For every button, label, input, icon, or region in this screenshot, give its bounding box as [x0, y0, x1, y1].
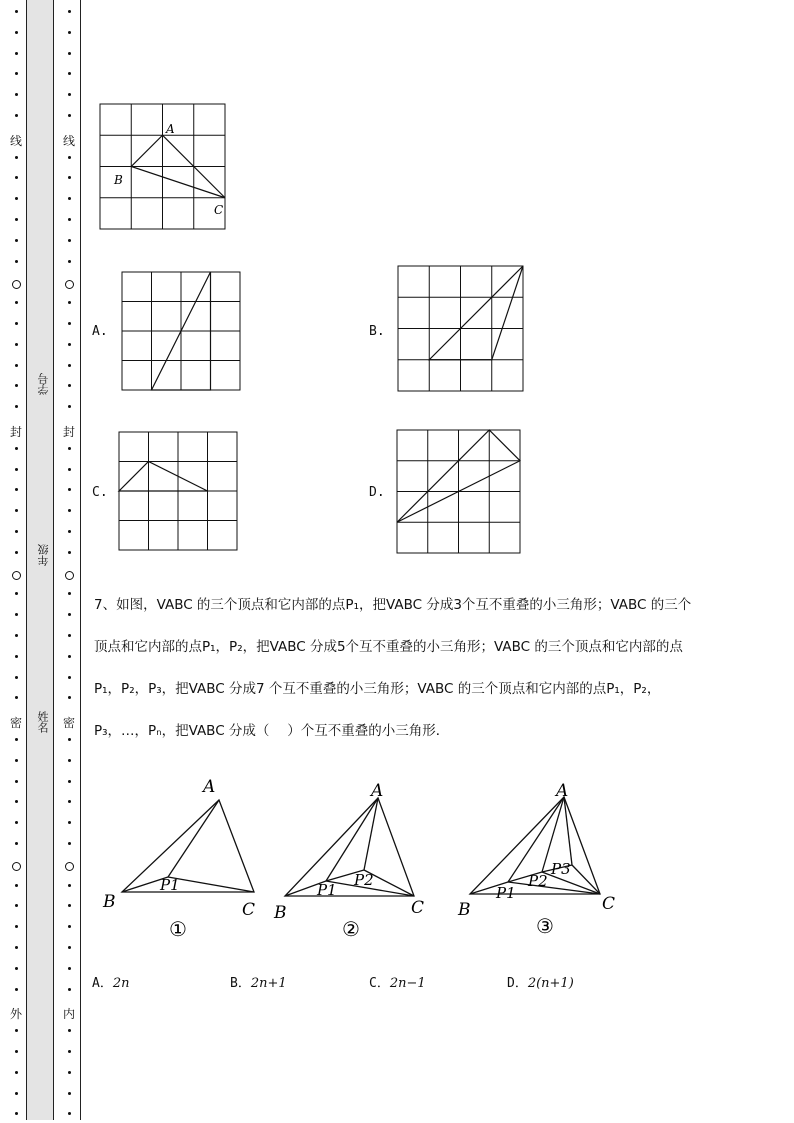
binding-dot	[68, 655, 71, 658]
q6-option-a-label: A.	[92, 324, 108, 339]
binding-dot	[15, 156, 18, 159]
binding-dot	[15, 114, 18, 117]
binding-dot	[15, 592, 18, 595]
binding-dot	[68, 1112, 71, 1115]
binding-rule	[80, 0, 81, 1120]
binding-dot	[15, 967, 18, 970]
q7-answer-a-expr: 2n	[112, 976, 130, 991]
q7-answer-c	[369, 972, 426, 991]
q7-answer-a-label: A．	[92, 976, 113, 991]
binding-dot	[15, 655, 18, 658]
outer-label-outside: 外	[9, 1007, 22, 1021]
fig1-number: ①	[169, 917, 187, 941]
field-name: 姓名	[36, 711, 49, 733]
q7-answer-b-expr: 2n+1	[250, 976, 287, 991]
binding-dot	[15, 364, 18, 367]
binding-dot	[15, 52, 18, 55]
fig2-number: ②	[342, 917, 360, 941]
binding-dot	[68, 634, 71, 637]
binding-ring	[12, 862, 21, 871]
binding-dot	[15, 946, 18, 949]
binding-dot	[15, 31, 18, 34]
binding-dot	[15, 176, 18, 179]
binding-dot	[68, 1092, 71, 1095]
binding-dot	[15, 738, 18, 741]
q7-answer-c-expr: 2n−1	[389, 976, 426, 991]
binding-dot	[15, 696, 18, 699]
binding-dot	[68, 842, 71, 845]
fig2-label-a: A	[371, 781, 384, 801]
binding-dot	[68, 156, 71, 159]
reference-grid-figure	[96, 100, 230, 234]
binding-dot	[68, 31, 71, 34]
binding-dot	[15, 676, 18, 679]
binding-dot	[15, 1071, 18, 1074]
binding-dot	[68, 780, 71, 783]
binding-dot	[68, 405, 71, 408]
binding-dot	[15, 301, 18, 304]
fig1-label-a: A	[203, 777, 216, 797]
inner-label-inside: 内	[62, 1007, 75, 1021]
q6-option-a-figure	[120, 270, 244, 394]
binding-dot	[15, 260, 18, 263]
binding-dot	[68, 738, 71, 741]
binding-dot	[68, 592, 71, 595]
q7-line-4: P₃，…，Pₙ，把VABC 分成（ ）个互不重叠的小三角形．	[94, 723, 450, 739]
q7-answer-d	[507, 972, 574, 991]
binding-dot	[15, 1029, 18, 1032]
binding-dot	[15, 1092, 18, 1095]
binding-dot	[68, 800, 71, 803]
fig2-label-p2: P2	[354, 871, 374, 889]
binding-dot	[15, 800, 18, 803]
binding-dot	[15, 551, 18, 554]
fig2-label-p1: P1	[317, 881, 337, 899]
q6-option-d-label: D.	[369, 485, 385, 500]
outer-label-secret: 密	[9, 716, 22, 730]
inner-label-secret: 密	[62, 716, 75, 730]
binding-dot	[68, 676, 71, 679]
field-grade: 年级	[37, 544, 50, 566]
fig1-label-c: C	[242, 900, 256, 920]
binding-ring	[65, 571, 74, 580]
binding-dot	[15, 468, 18, 471]
q7-figure-2	[270, 770, 440, 945]
binding-dot	[15, 343, 18, 346]
binding-dot	[68, 759, 71, 762]
binding-dot	[68, 197, 71, 200]
binding-dot	[68, 904, 71, 907]
binding-dot	[15, 842, 18, 845]
binding-ring	[65, 280, 74, 289]
inner-label-seal: 封	[62, 425, 75, 439]
binding-dot	[15, 488, 18, 491]
binding-dot	[68, 988, 71, 991]
binding-dot	[15, 634, 18, 637]
fig3-label-p2: P2	[528, 872, 548, 890]
binding-dot	[15, 72, 18, 75]
binding-dot	[68, 72, 71, 75]
q7-figure-3	[454, 770, 624, 945]
outer-label-seal: 封	[9, 425, 22, 439]
binding-ring	[12, 571, 21, 580]
binding-dot	[68, 967, 71, 970]
binding-dot	[15, 821, 18, 824]
binding-dot	[68, 93, 71, 96]
binding-dot	[68, 1071, 71, 1074]
binding-dot	[15, 1112, 18, 1115]
binding-dot	[15, 10, 18, 13]
q7-line-1: 7、如图，VABC 的三个顶点和它内部的点P₁，把VABC 分成3个互不重叠的小三角形；VABC 的三个	[94, 597, 692, 613]
q7-answer-c-label: C．	[369, 976, 390, 991]
binding-dot	[68, 1050, 71, 1053]
fig1-label-p1: P1	[160, 876, 180, 894]
binding-dot	[68, 301, 71, 304]
binding-dot	[68, 10, 71, 13]
binding-dot	[68, 925, 71, 928]
binding-dot	[15, 93, 18, 96]
binding-dot	[15, 197, 18, 200]
binding-dot	[15, 530, 18, 533]
binding-dot	[15, 884, 18, 887]
binding-dot	[68, 551, 71, 554]
field-student-number: 学号	[37, 373, 50, 395]
binding-dot	[15, 925, 18, 928]
binding-dot	[15, 447, 18, 450]
fig2-label-c: C	[411, 898, 425, 918]
binding-dot	[68, 384, 71, 387]
binding-dot	[68, 1029, 71, 1032]
binding-dot	[68, 530, 71, 533]
binding-dot	[15, 509, 18, 512]
binding-dot	[68, 364, 71, 367]
binding-dot	[15, 384, 18, 387]
q7-answer-b-label: B．	[230, 976, 251, 991]
fig1-label-b: B	[103, 892, 116, 912]
binding-dot	[15, 988, 18, 991]
binding-dot	[68, 488, 71, 491]
binding-dot	[68, 114, 71, 117]
q7-line-2: 顶点和它内部的点P₁，P₂，把VABC 分成5个互不重叠的小三角形；VABC 的三个顶点和它内部的点	[94, 639, 683, 655]
binding-dot	[15, 613, 18, 616]
q7-answer-b	[230, 972, 287, 991]
binding-dot	[15, 322, 18, 325]
binding-dot	[68, 468, 71, 471]
binding-dot	[68, 322, 71, 325]
binding-dot	[68, 613, 71, 616]
binding-ring	[65, 862, 74, 871]
q7-answer-d-expr: 2(n+1)	[527, 976, 574, 991]
binding-dot	[15, 1050, 18, 1053]
binding-dot	[68, 509, 71, 512]
q7-answer-a	[92, 972, 129, 991]
binding-dot	[68, 821, 71, 824]
binding-dot	[15, 239, 18, 242]
binding-dot	[68, 946, 71, 949]
binding-dot	[68, 218, 71, 221]
ref-label-a: A	[166, 122, 175, 136]
binding-ring	[12, 280, 21, 289]
fig3-label-a: A	[556, 781, 569, 801]
binding-dot	[68, 884, 71, 887]
ref-label-c: C	[214, 203, 224, 217]
inner-label-line: 线	[62, 134, 75, 148]
binding-dot	[68, 696, 71, 699]
binding-dot	[15, 218, 18, 221]
q6-option-c-figure	[117, 430, 241, 554]
binding-dot	[15, 759, 18, 762]
binding-dot	[15, 780, 18, 783]
binding-dot	[68, 176, 71, 179]
fig3-label-p1: P1	[496, 884, 516, 902]
fig2-label-b: B	[274, 903, 287, 923]
fig3-label-c: C	[602, 894, 616, 914]
fig3-number: ③	[536, 914, 554, 938]
q6-option-b-figure	[396, 264, 526, 394]
ref-label-b: B	[114, 173, 123, 187]
fig3-label-b: B	[458, 900, 471, 920]
fig3-label-p3: P3	[551, 860, 571, 878]
binding-dot	[68, 260, 71, 263]
outer-label-line: 线	[9, 134, 22, 148]
binding-dot	[15, 405, 18, 408]
binding-dot	[68, 52, 71, 55]
q6-option-c-label: C.	[92, 485, 108, 500]
q7-figure-1	[96, 770, 276, 945]
q7-answer-d-label: D．	[507, 976, 528, 991]
q6-option-b-label: B.	[369, 324, 385, 339]
q7-line-3: P₁，P₂，P₃，把VABC 分成7 个互不重叠的小三角形；VABC 的三个顶点和它内部的点P₁，P₂，	[94, 681, 661, 697]
binding-dot	[15, 904, 18, 907]
q6-option-d-figure	[395, 428, 523, 556]
binding-dot	[68, 343, 71, 346]
binding-dot	[68, 239, 71, 242]
binding-dot	[68, 447, 71, 450]
